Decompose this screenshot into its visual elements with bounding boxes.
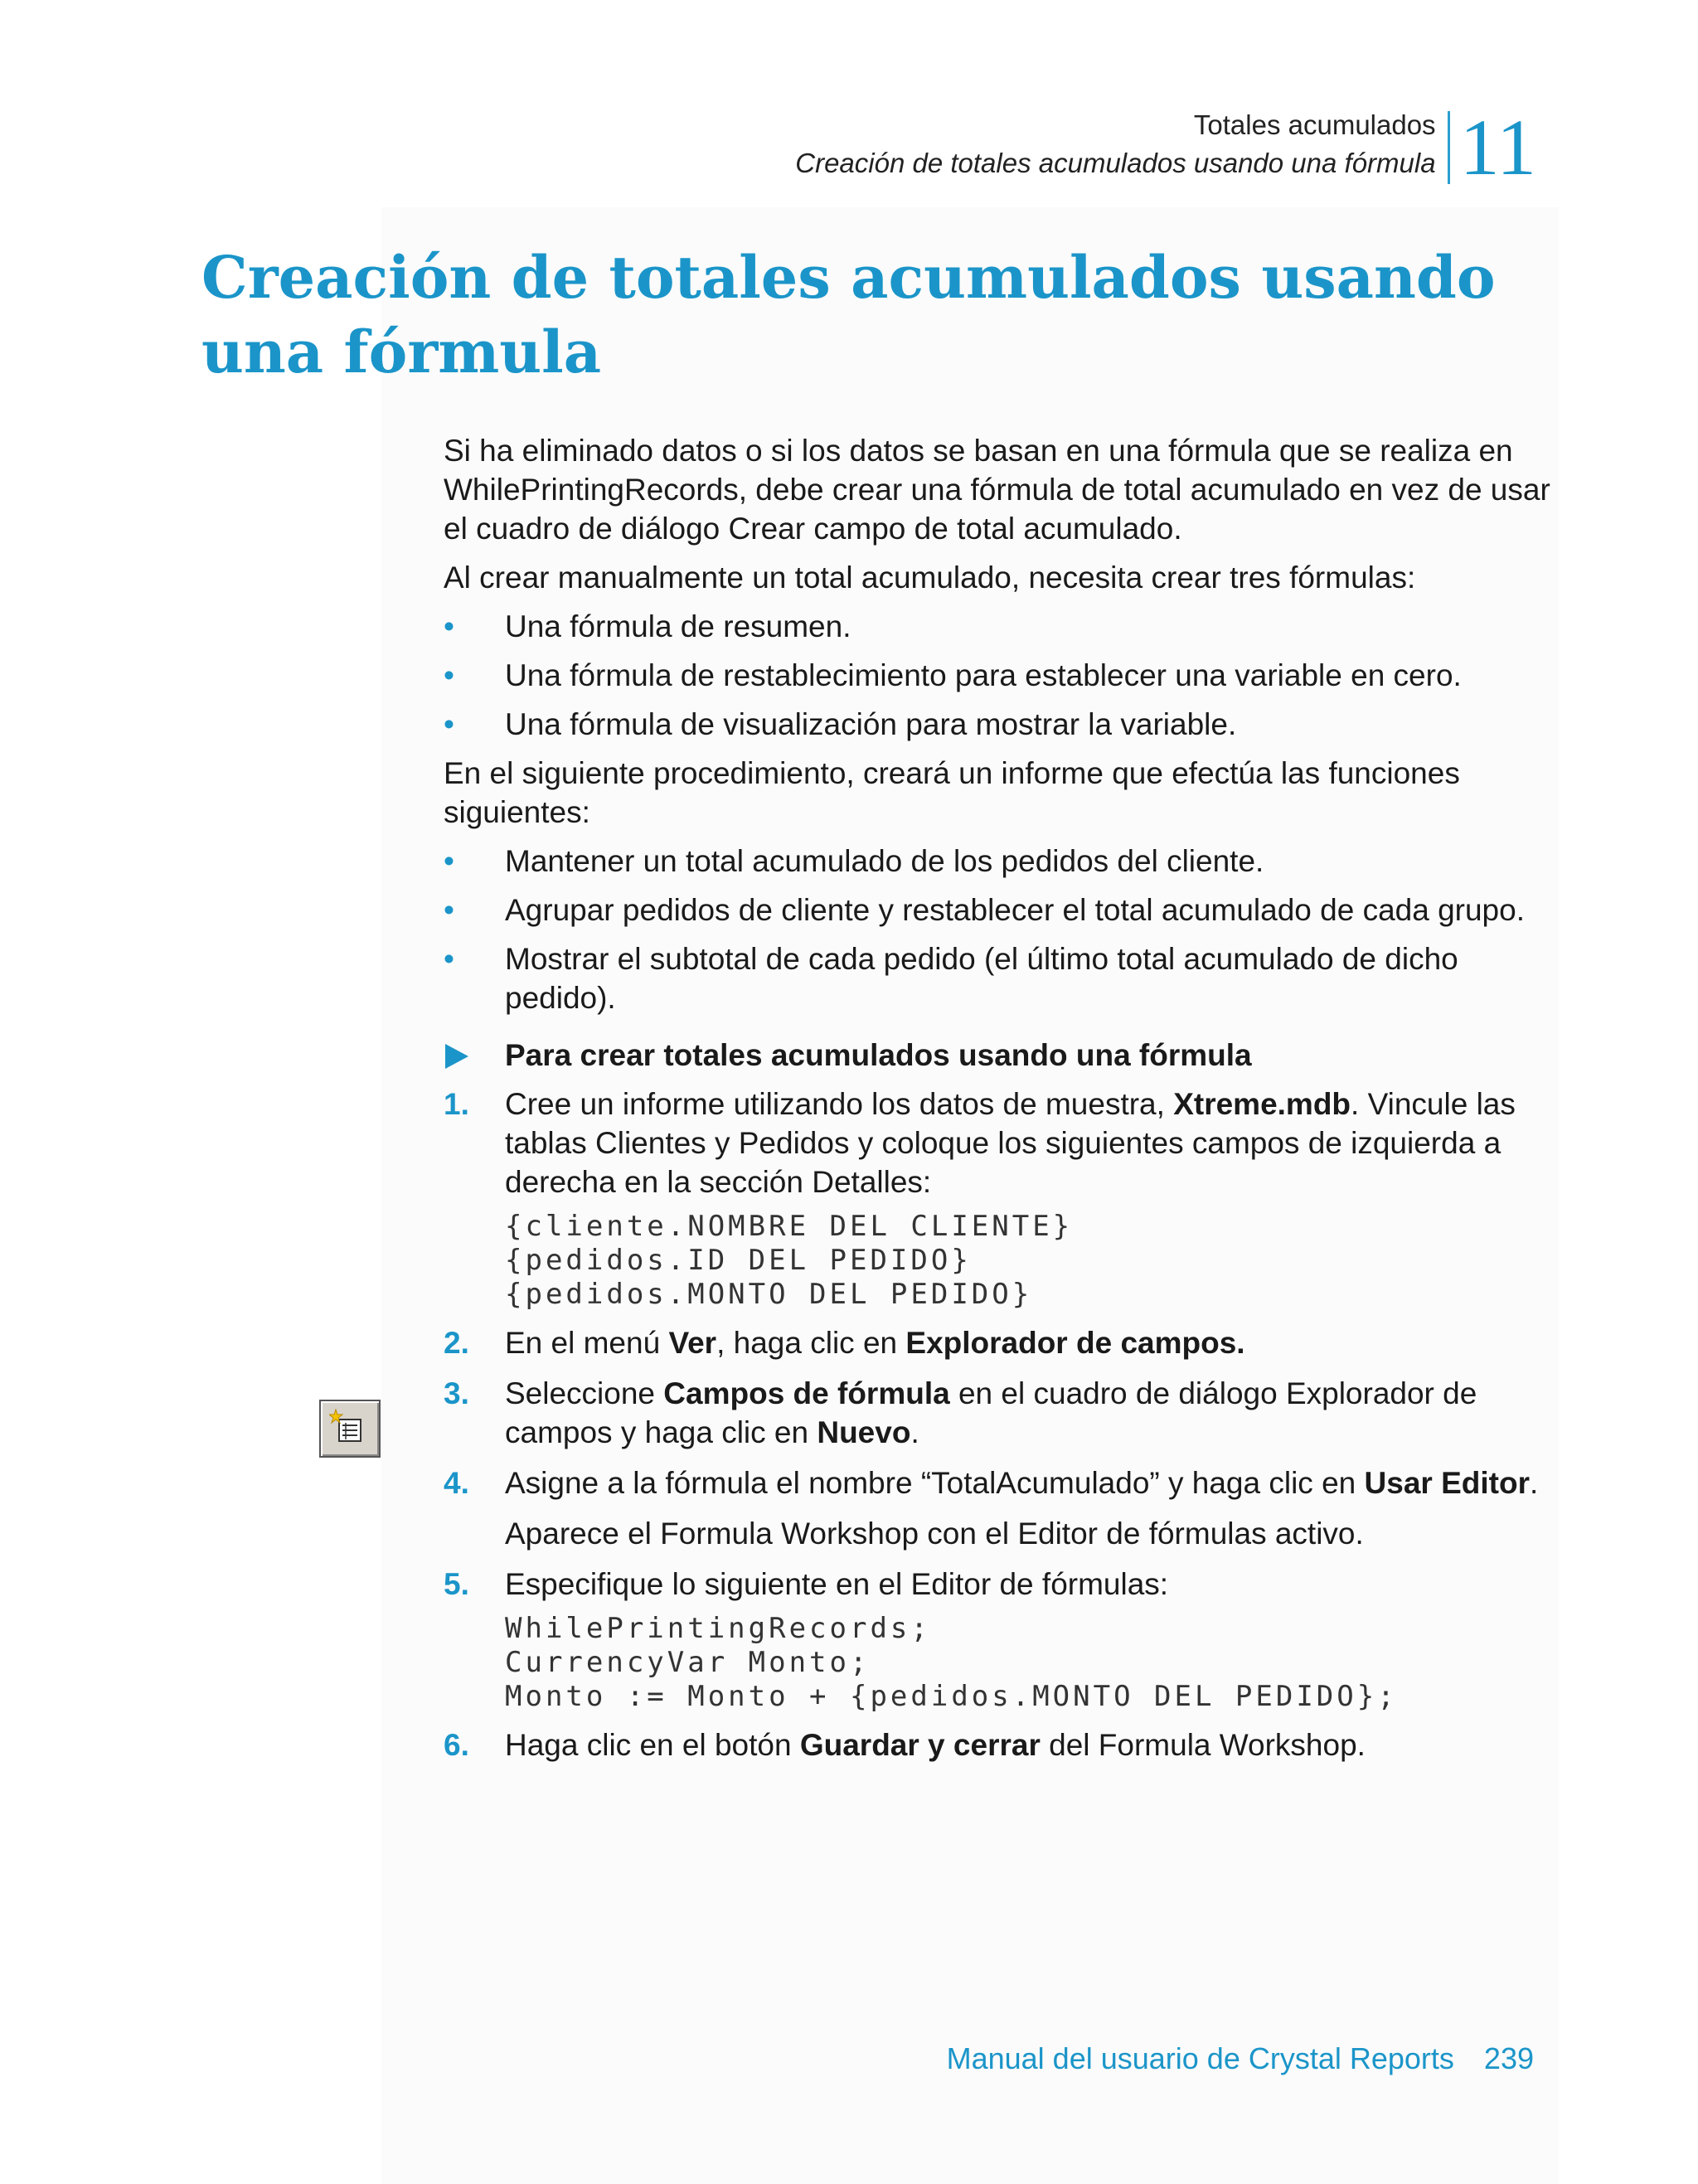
step-number: 4. <box>444 1466 469 1500</box>
step-note: Aparece el Formula Workshop con el Editor de fórmulas activo. <box>505 1517 1364 1551</box>
procedure-heading: Para crear totales acumulados usando una fórmula <box>444 1036 1555 1075</box>
code-block-formula: WhilePrintingRecords; CurrencyVar Monto; Monto := Monto + {pedidos.MONTO DEL PEDIDO}; <box>505 1612 1398 1713</box>
intro-paragraph: Si ha eliminado datos o si los datos se basan en una fórmula que se realiza en WhilePrintingRecords, debe crear una fórmula de total acumulado en vez de usar el cuadro de diálogo Crear campo de total acumulado. <box>444 434 1550 546</box>
step-5: 5. Especifique lo siguiente en el Editor de fórmulas: WhilePrintingRecords; CurrencyVar Monto; Monto := Monto + {pedidos.MONTO DEL PEDIDO}; <box>444 1565 1555 1714</box>
header-subsection: Creación de totales acumulados usando una fórmula <box>795 148 1436 178</box>
step-number: 6. <box>444 1728 469 1762</box>
formula-fields-icon <box>319 1400 381 1458</box>
step-4: 4. Asigne a la fórmula el nombre “TotalAcumulado” y haga clic en Usar Editor. Aparece el Formula Workshop con el Editor de fórmulas activo. <box>444 1463 1555 1553</box>
page-title: Creación de totales acumulados usando una fórmula <box>201 243 1496 386</box>
list-item: • Una fórmula de resumen. <box>444 607 1555 646</box>
bullet-icon: • <box>444 893 454 927</box>
chapter-number: 11 <box>1459 103 1536 192</box>
body-content <box>444 431 1555 1776</box>
step-6: 6. Haga clic en el botón Guardar y cerrar del Formula Workshop. <box>444 1725 1555 1764</box>
list-item: • Una fórmula de visualización para mostrar la variable. <box>444 705 1555 744</box>
header-text <box>795 106 1447 187</box>
page-footer <box>947 2041 1534 2076</box>
list-item: • Mostrar el subtotal de cada pedido (el último total acumulado de dicho pedido). <box>444 939 1555 1017</box>
list-item: • Agrupar pedidos de cliente y restablecer el total acumulado de cada grupo. <box>444 891 1555 929</box>
step-number: 1. <box>444 1087 469 1121</box>
procedure-lead: En el siguiente procedimiento, creará un informe que efectúa las funciones siguientes: <box>444 756 1460 829</box>
bullet-icon: • <box>444 942 454 976</box>
list-item: • Mantener un total acumulado de los pedidos del cliente. <box>444 842 1555 881</box>
procedure-steps <box>444 1085 1555 1764</box>
header-section: Totales acumulados <box>1193 109 1436 140</box>
bullet-icon: • <box>444 609 454 643</box>
code-block-fields: {cliente.NOMBRE DEL CLIENTE} {pedidos.ID DEL PEDIDO} {pedidos.MONTO DEL PEDIDO} <box>505 1210 1074 1311</box>
step-number: 2. <box>444 1326 469 1360</box>
step-number: 5. <box>444 1567 469 1601</box>
page-number: 239 <box>1483 2041 1534 2075</box>
bullet-icon: • <box>444 707 454 741</box>
formulas-list <box>444 607 1555 744</box>
list-item: • Una fórmula de restablecimiento para establecer una variable en cero. <box>444 656 1555 695</box>
step-3: 3. Seleccione Campos de fórmula en el cuadro de diálogo Explorador de campos y haga clic en Nuevo. <box>444 1374 1555 1452</box>
triangle-right-icon <box>445 1044 468 1069</box>
step-2: 2. En el menú Ver, haga clic en Explorador de campos. <box>444 1323 1555 1362</box>
formulas-lead: Al crear manualmente un total acumulado, necesita crear tres fórmulas: <box>444 561 1416 595</box>
bullet-icon: • <box>444 844 454 878</box>
manual-title: Manual del usuario de Crystal Reports <box>946 2041 1454 2075</box>
bullet-icon: • <box>444 658 454 692</box>
functions-list <box>444 842 1555 1017</box>
step-1: 1. Cree un informe utilizando los datos de muestra, Xtreme.mdb. Vincule las tablas Clientes y Pedidos y coloque los siguientes campos de izquierda a derecha en la sección Detalles: {cliente.NOMBRE DEL CLIENTE} {pedidos.ID DEL PEDIDO} {pedidos.MONTO DEL PEDIDO} <box>444 1085 1555 1312</box>
step-number: 3. <box>444 1376 469 1410</box>
running-header <box>795 103 1536 192</box>
